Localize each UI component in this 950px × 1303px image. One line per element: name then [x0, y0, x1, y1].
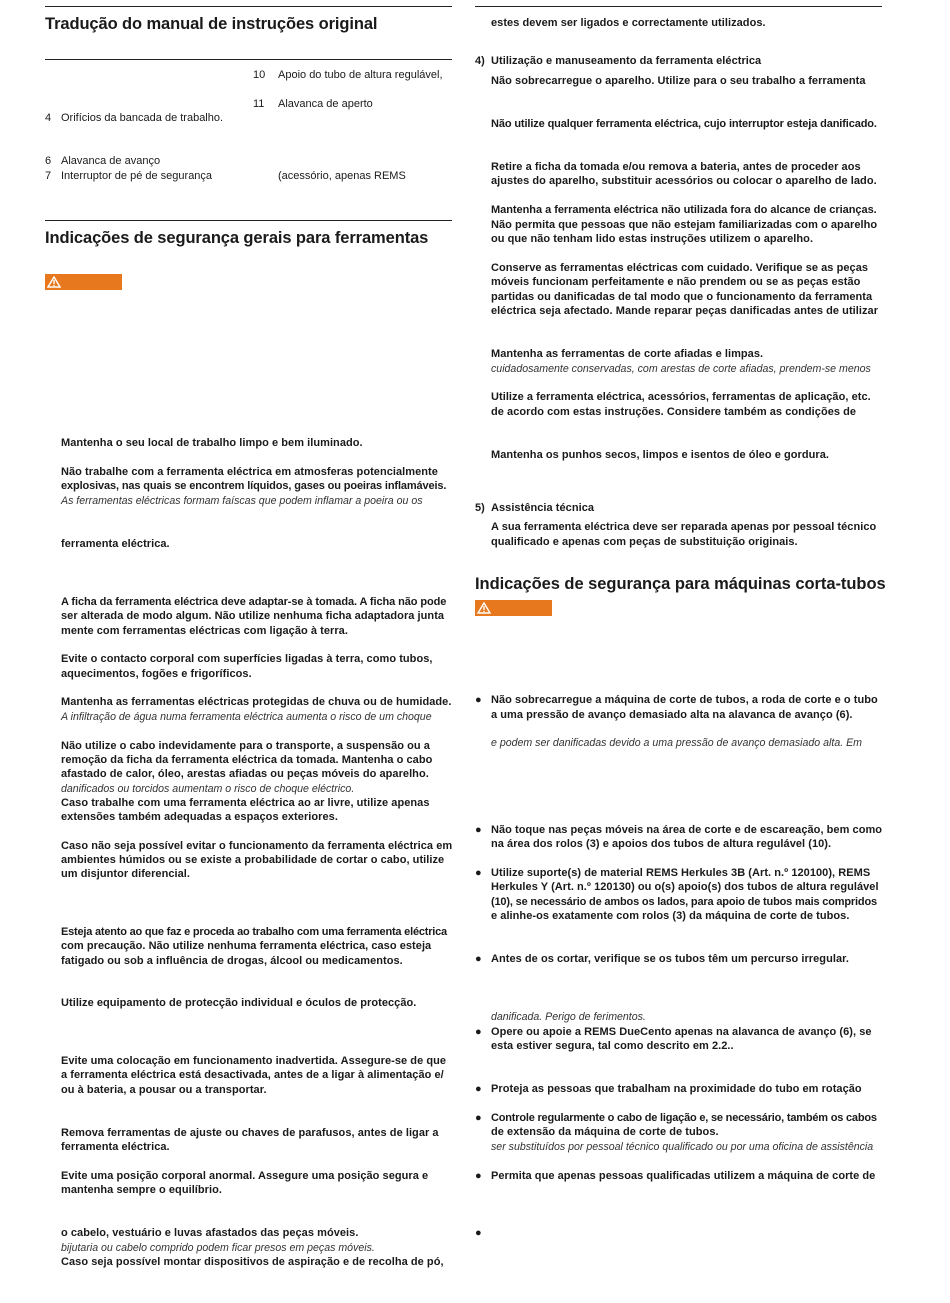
left-line-8: Evite o contacto corporal com superfícies ligadas à terra, como tubos, [61, 653, 433, 665]
left-line-19: ambientes húmidos ou se existe a probabilidade de cortar o cabo, utilize [61, 854, 445, 866]
left-line-0: Mantenha o seu local de trabalho limpo e bem iluminado. [61, 437, 363, 449]
left-line-11: A infiltração de água numa ferramenta eléctrica aumenta o risco de um choque [61, 711, 432, 723]
left-line-21: Esteja atento ao que faz e proceda ao trabalho com uma ferramenta eléctrica [61, 926, 447, 938]
bullet-icon: ● [475, 953, 482, 965]
left-line-20: um disjuntor diferencial. [61, 868, 190, 880]
part-accessory-note: (acessório, apenas REMS [278, 170, 406, 182]
part-label-7: Interruptor de pé de segurança [61, 170, 213, 182]
right-line-32: Proteja as pessoas que trabalham na proximidade do tubo em rotação [491, 1083, 862, 1095]
right-line-13: cuidadosamente conservadas, com arestas de corte afiadas, prendem-se menos [491, 363, 871, 375]
left-line-4: ferramenta eléctrica. [61, 538, 170, 550]
left-line-7: mente com ferramentas eléctricas com ligação à terra. [61, 625, 348, 637]
right-line-29: danificada. Perigo de ferimentos. [491, 1011, 646, 1023]
left-line-30: Evite uma posição corporal anormal. Assegure uma posição segura e [61, 1170, 429, 1182]
right-line-7: ou que não tenham lido estas instruções utilizem o aparelho. [491, 233, 814, 245]
right-line-11: eléctrica seja afectado. Mande reparar peças danificadas antes de utilizar [491, 305, 879, 317]
left-line-23: fatigado ou sob a influência de drogas, álcool ou medicamentos. [61, 955, 403, 967]
bullet-icon: ● [475, 1083, 482, 1095]
right-line-16: Mantenha os punhos secos, limpos e isentos de óleo e gordura. [491, 449, 830, 461]
bullet-icon: ● [475, 1026, 482, 1038]
warning-triangle-icon [47, 276, 61, 288]
left-line-32: o cabelo, vestuário e luvas afastados das peças móveis. [61, 1227, 359, 1239]
left-line-14: afastado de calor, óleo, arestas afiadas ou peças móveis do aparelho. [61, 768, 429, 780]
bullet-icon: ● [475, 824, 482, 836]
right-line-22: Não toque nas peças móveis na área de corte e de escareação, bem como [491, 824, 883, 836]
left-line-9: aquecimentos, fogões e frigoríficos. [61, 668, 252, 680]
left-line-24: Utilize equipamento de protecção individual e óculos de protecção. [61, 997, 417, 1009]
right-line-6: Não permita que pessoas que não estejam familiarizadas com o aparelho [491, 219, 878, 231]
part-label-4: Orifícios da bancada de trabalho. [61, 112, 224, 124]
left-line-17: extensões também adequadas a espaços exteriores. [61, 811, 338, 823]
right-line-5: Mantenha a ferramenta eléctrica não utilizada fora do alcance de crianças. [491, 204, 877, 216]
safety-heading: Indicações de segurança gerais para ferramentas [45, 229, 429, 247]
part-number-4: 4 [45, 112, 52, 124]
right-line-36: Permita que apenas pessoas qualificadas utilizem a máquina de corte de [491, 1170, 876, 1182]
title-rule [45, 59, 452, 60]
left-line-26: a ferramenta eléctrica está desactivada, antes de a ligar à alimentação e/ [61, 1069, 444, 1081]
left-line-16: Caso trabalhe com uma ferramenta eléctrica ao ar livre, utilize apenas [61, 797, 430, 809]
right-line-9: móveis funcionam perfeitamente e não prendem ou se as peças estão [491, 276, 861, 288]
left-line-6: ser alterada de modo algum. Não utilize nenhuma ficha adaptadora junta [61, 610, 445, 622]
part-number-10: 10 [253, 69, 266, 81]
left-line-3: As ferramentas eléctricas formam faíscas que podem inflamar a poeira ou os [61, 495, 423, 507]
warning-triangle-icon [477, 602, 491, 614]
right-line-17: A sua ferramenta eléctrica deve ser reparada apenas por pessoal técnico [491, 521, 877, 533]
right-line-31: esta estiver segura, tal como descrito em 2.2.. [491, 1040, 734, 1052]
bullet-icon: ● [475, 1227, 482, 1239]
warning-label-right [475, 600, 552, 616]
part-number-11: 11 [253, 98, 265, 110]
section-5-number: 5) [475, 502, 485, 514]
bullet-icon: ● [475, 694, 482, 706]
left-line-22: com precaução. Não utilize nenhuma ferramenta eléctrica, caso esteja [61, 940, 432, 952]
left-line-29: ferramenta eléctrica. [61, 1141, 170, 1153]
right-line-21: e podem ser danificadas devido a uma pressão de avanço demasiado alta. Em [491, 737, 863, 749]
right-line-33: Controle regularmente o cabo de ligação e, se necessário, também os cabos [491, 1112, 877, 1124]
cutter-safety-heading: Indicações de segurança para máquinas corta-tubos [475, 575, 886, 593]
section-4-number: 4) [475, 55, 485, 67]
right-line-2: Não utilize qualquer ferramenta eléctrica, cujo interruptor esteja danificado. [491, 118, 877, 130]
warning-label-left [45, 274, 122, 290]
bullet-icon: ● [475, 1112, 482, 1124]
section-5-title: Assistência técnica [491, 502, 595, 514]
right-line-1: Não sobrecarregue o aparelho. Utilize para o seu trabalho a ferramenta [491, 75, 866, 87]
left-line-31: mantenha sempre o equilíbrio. [61, 1184, 222, 1196]
part-label-10: Apoio do tubo de altura regulável, [278, 69, 443, 81]
section-rule [45, 220, 452, 221]
section-4-title: Utilização e manuseamento da ferramenta eléctrica [491, 55, 762, 67]
right-line-8: Conserve as ferramentas eléctricas com cuidado. Verifique se as peças [491, 262, 869, 274]
right-line-30: Opere ou apoie a REMS DueCento apenas na alavanca de avanço (6), se [491, 1026, 872, 1038]
right-line-19: Não sobrecarregue a máquina de corte de tubos, a roda de corte e o tubo [491, 694, 878, 706]
bullet-icon: ● [475, 1170, 482, 1182]
right-line-4: ajustes do aparelho, substituir acessórios ou colocar o aparelho de lado. [491, 175, 877, 187]
left-line-28: Remova ferramentas de ajuste ou chaves de parafusos, antes de ligar a [61, 1127, 439, 1139]
right-line-27: e alinhe-os exatamente com rolos (3) da máquina de corte de tubos. [491, 910, 850, 922]
right-line-15: de acordo com estas instruções. Considere também as condições de [491, 406, 857, 418]
part-label-6: Alavanca de avanço [61, 155, 161, 167]
right-line-25: Herkules Y (Art. n.º 120130) ou o(s) apoio(s) dos tubos de altura regulável [491, 881, 879, 893]
left-line-27: ou à bateria, a pousar ou a transportar. [61, 1084, 267, 1096]
left-line-10: Mantenha as ferramentas eléctricas protegidas de chuva ou de humidade. [61, 696, 452, 708]
right-line-26: (10), se necessário de ambos os lados, para apoio de tubos mais compridos [491, 896, 877, 908]
left-line-18: Caso não seja possível evitar o funcionamento da ferramenta eléctrica em [61, 840, 453, 852]
left-line-15: danificados ou torcidos aumentam o risco de choque eléctrico. [61, 783, 355, 795]
right-line-10: partidas ou danificadas de tal modo que o funcionamento da ferramenta [491, 291, 873, 303]
part-number-7: 7 [45, 170, 52, 182]
right-line-0: estes devem ser ligados e correctamente utilizados. [491, 17, 766, 29]
top-rule-left [45, 6, 452, 7]
right-line-28: Antes de os cortar, verifique se os tubos têm um percurso irregular. [491, 953, 849, 965]
left-line-5: A ficha da ferramenta eléctrica deve adaptar-se à tomada. A ficha não pode [61, 596, 447, 608]
bullet-icon: ● [475, 867, 482, 879]
left-line-33: bijutaria ou cabelo comprido podem ficar presos em peças móveis. [61, 1242, 375, 1254]
right-line-35: ser substituídos por pessoal técnico qualificado ou por uma oficina de assistência [491, 1141, 874, 1153]
right-line-12: Mantenha as ferramentas de corte afiadas e limpas. [491, 348, 764, 360]
right-line-3: Retire a ficha da tomada e/ou remova a bateria, antes de proceder aos [491, 161, 861, 173]
left-line-13: remoção da ficha da ferramenta eléctrica da tomada. Mantenha o cabo [61, 754, 433, 766]
right-line-24: Utilize suporte(s) de material REMS Herkules 3B (Art. n.º 120100), REMS [491, 867, 871, 879]
top-rule-right [475, 6, 882, 7]
right-line-14: Utilize a ferramenta eléctrica, acessórios, ferramentas de aplicação, etc. [491, 391, 871, 403]
left-line-34: Caso seja possível montar dispositivos de aspiração e de recolha de pó, [61, 1256, 444, 1268]
part-number-6: 6 [45, 155, 52, 167]
left-line-12: Não utilize o cabo indevidamente para o transporte, a suspensão ou a [61, 740, 430, 752]
left-line-2: explosivas, nas quais se encontrem líquidos, gases ou poeiras inflamáveis. [61, 480, 447, 492]
right-line-20: a uma pressão de avanço demasiado alta na alavanca de avanço (6). [491, 709, 853, 721]
right-line-18: qualificado e apenas com peças de substituição originais. [491, 536, 798, 548]
right-line-34: de extensão da máquina de corte de tubos. [491, 1126, 719, 1138]
right-line-23: na área dos rolos (3) e apoios dos tubos de altura regulável (10). [491, 838, 832, 850]
left-line-25: Evite uma colocação em funcionamento inadvertida. Assegure-se de que [61, 1055, 447, 1067]
part-label-11: Alavanca de aperto [278, 98, 373, 110]
left-line-1: Não trabalhe com a ferramenta eléctrica em atmosferas potencialmente [61, 466, 438, 478]
page-title: Tradução do manual de instruções original [45, 15, 378, 33]
